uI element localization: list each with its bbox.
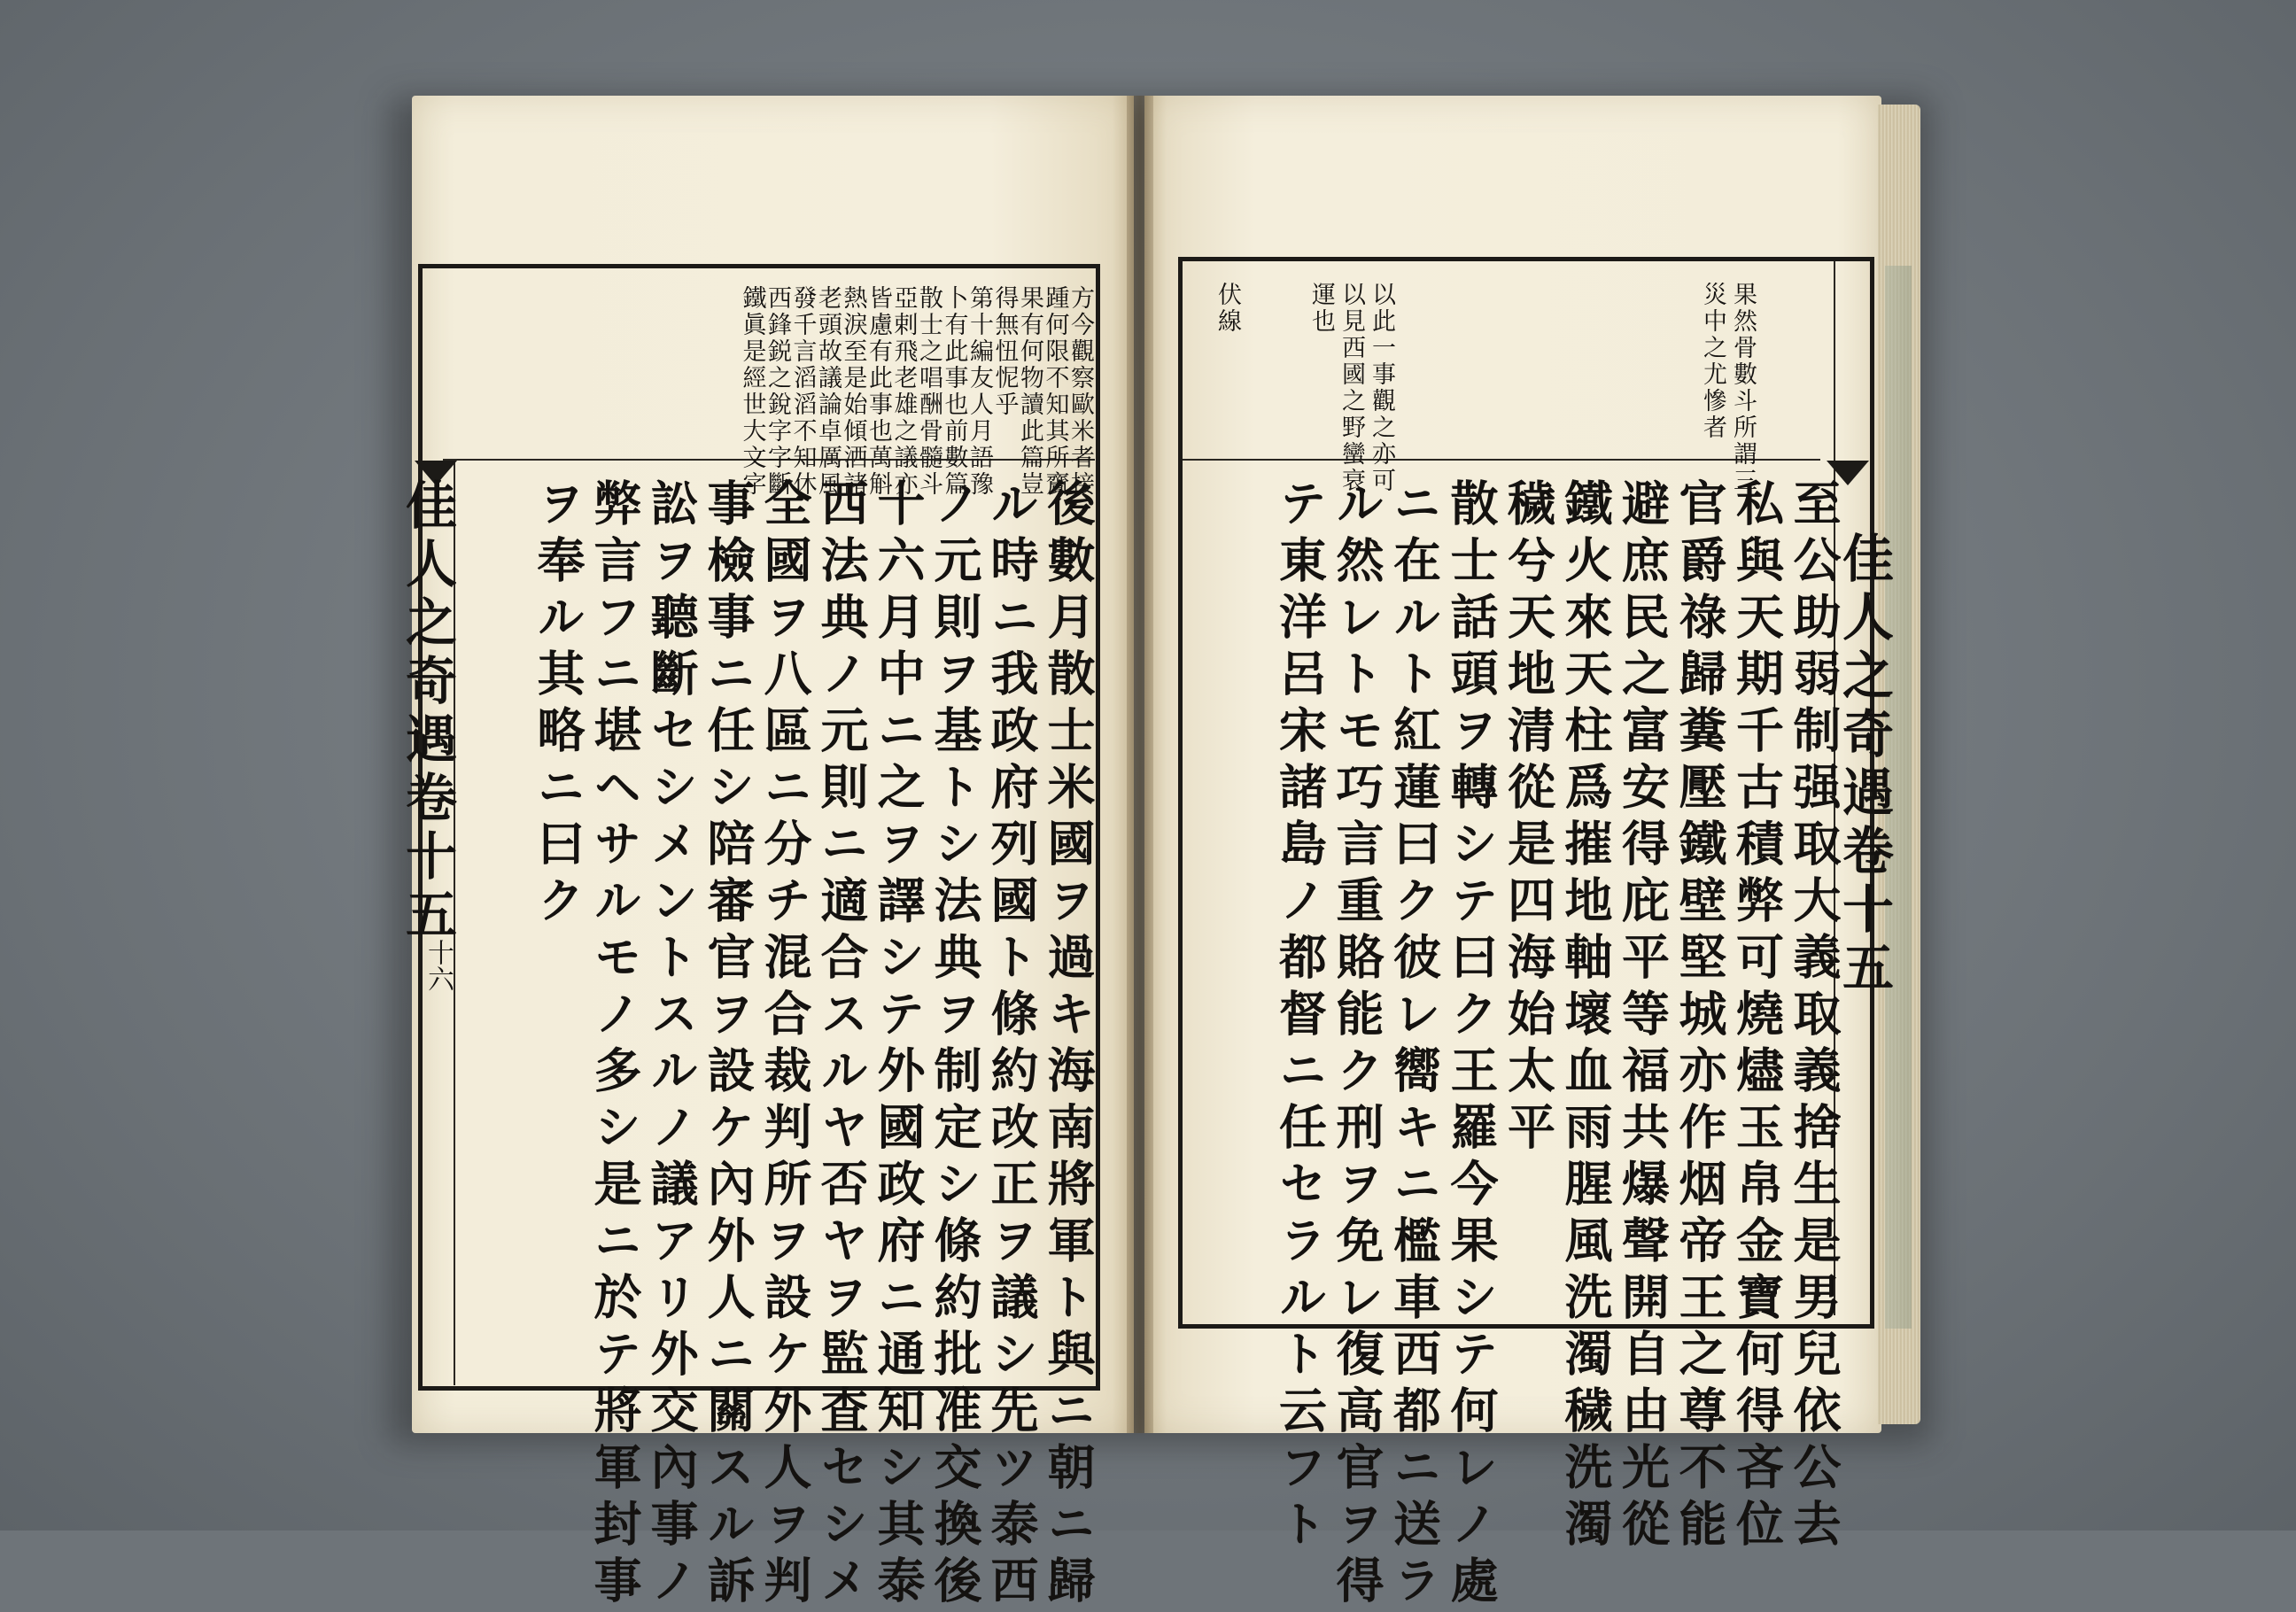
body-column: ル然レトモ巧言重賂能ク刑ヲ免レ復高官ヲ得 (1329, 478, 1385, 1612)
headnote-column: 老頭故議論卓厲風 (814, 285, 842, 498)
body-column: 鐵火來天柱爲摧地軸壞血雨腥風洗濁穢洗濁 (1557, 478, 1614, 1555)
left-title-strip: 佳人之奇遇卷十五 (397, 478, 457, 946)
headnote-column: 運也 (1307, 282, 1335, 335)
headnote-column: 皆慮有此事也萬斛 (865, 285, 892, 498)
body-column: ニ在ルト紅蓮曰ク彼レ嚮キニ檻車西都ニ送ラ (1385, 478, 1443, 1612)
body-column: 官爵祿歸糞壓鐵壁堅城亦作烟帝王之尊不能 (1672, 478, 1728, 1555)
headnote-column: 以此一事觀之亦可 (1368, 282, 1395, 494)
body-column: テ東洋呂宋諸島ノ都督ニ任セラルト云フト (1271, 478, 1329, 1555)
body-column: 至公助弱制强取大義取義捨生是男兒依公去 (1786, 478, 1842, 1555)
headnote-column: 第十編友人月語豫 (966, 285, 993, 498)
body-column: 散士話頭ヲ轉シテ曰ク王羅今果シテ何レノ處 (1443, 478, 1500, 1612)
body-column: 全國ヲ八區ニ分チ混合裁判所ヲ設ケ外人ヲ判 (756, 478, 813, 1612)
body-column: 避庶民之富安得庇平等福共爆聲開自由光從 (1614, 478, 1672, 1555)
body-column: ノ元則ヲ基トシ法典ヲ制定シ條約批准交換後 (927, 478, 983, 1612)
headnote-column: 發千言滔滔不知休 (788, 285, 817, 498)
headnote-column: 方今觀察歐米者接 (1067, 285, 1094, 498)
headnote-column: 果然骨數斗所謂三 (1729, 282, 1757, 494)
left-folio: 十六 (423, 939, 454, 992)
headnote-column: 鐵眞是經世大文字 (738, 285, 766, 498)
body-column: ル時ニ我政府列國ト條約改正ヲ議シ先ツ泰西 (983, 478, 1040, 1612)
body-column: ヲ奉ル其略ニ曰ク (530, 478, 586, 932)
headnote-column: 以見西國之野蠻衰 (1338, 282, 1365, 494)
body-column: 西法典ノ元則ニ適合スルヤ否ヤヲ監査セシメ (813, 478, 870, 1612)
body-column: 後數月散士米國ヲ過キ海南將軍ト與ニ朝ニ歸 (1040, 478, 1097, 1612)
body-column: 私與天期千古積弊可燒燼玉帛金寶何得吝位 (1728, 478, 1786, 1555)
body-column: 事檢事ニ任シ陪審官ヲ設ケ內外人ニ關スル訴 (700, 478, 756, 1612)
body-column: 訟ヲ聽斷セシメントスルノ議アリ外交內事ノ (643, 478, 700, 1612)
headnote-column: 災中之尤慘者 (1699, 282, 1726, 441)
headnote-column: 踵何限不知其所齎 (1041, 285, 1069, 498)
right-headnote-divider (1183, 459, 1820, 461)
body-column: 穢兮天地清從是四海始太平 (1500, 478, 1557, 1159)
right-title-strip: 佳人之奇遇卷十五 (1834, 531, 1894, 999)
headnote-column: 卜有此事也前數篇 (940, 285, 968, 498)
headnote-column: 亞剌飛老雄之議亦 (889, 285, 918, 498)
headnote-column: 熱淚至是始傾洒諸 (839, 285, 867, 498)
body-column: 弊言フニ堪ヘサルモノ多シ是ニ於テ將軍封事 (586, 478, 643, 1612)
headnote-column: 伏線 (1214, 282, 1241, 335)
headnote-column: 果有何物讀此篇豈 (1016, 285, 1043, 498)
headnote-column: 散士之唱酬骨髓斗 (915, 285, 942, 498)
headnote-column: 西鋒鋭之銳字字斷 (764, 285, 791, 498)
headnote-column: 得無忸怩乎 (990, 285, 1019, 418)
book-gutter (1127, 96, 1153, 1433)
body-column: 十六月中ニ之ヲ譯シテ外國政府ニ通知シ其泰 (870, 478, 927, 1612)
